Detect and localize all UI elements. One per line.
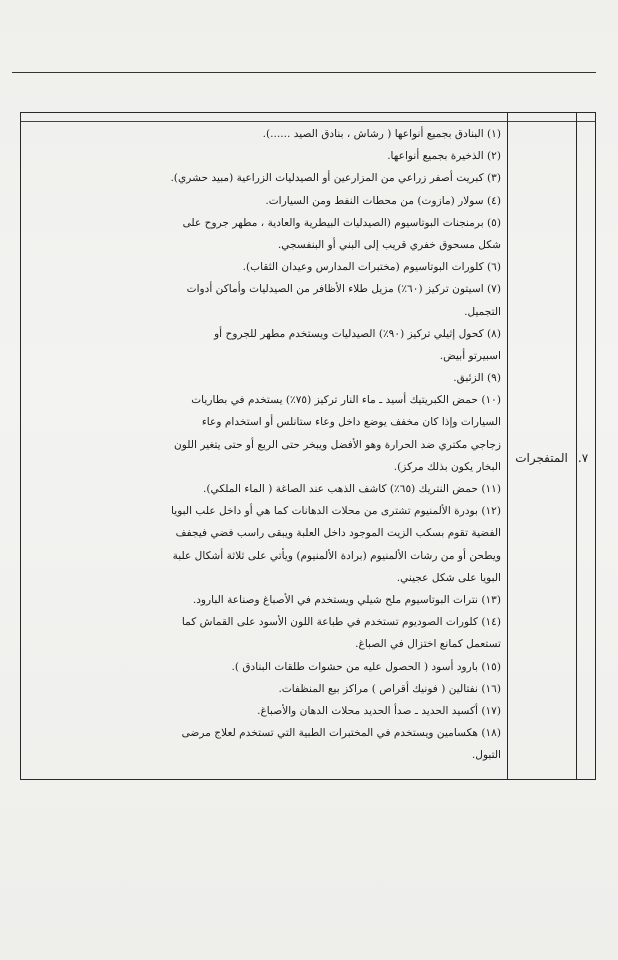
content-line: السيارات وإذا كان مخفف يوضع داخل وعاء ستانلس أو استخدام وعاء (201, 416, 501, 429)
row-label: المتفجرات (515, 451, 568, 465)
content-line: (١٢) بودرة الألمنيوم تشترى من محلات الدهانات كما هي أو داخل علب البويا (171, 505, 501, 518)
content-line: (١١) حمض النتريك (٦٥٪) كاشف الذهب عند الصاغة ( الماء الملكي). (203, 483, 501, 495)
column-divider (576, 113, 577, 779)
content-line: (١٠) حمض الكبريتيك أسيد ـ ماء النار تركيز (٧٥٪) يستخدم في بطاريات (191, 394, 501, 407)
content-line: الفضية تقوم بسكب الزيت الموجود داخل العلبة ويبقى راسب فضي فيجفف (175, 527, 501, 540)
content-line: (٢) الذخيرة بجميع أنواعها. (387, 150, 501, 163)
content-line: (٦) كلورات البوتاسيوم (مختبرات المدارس وعيدان الثقاب). (242, 261, 501, 274)
row-content (25, 123, 501, 775)
content-line: البخار يكون بذلك مركز). (393, 460, 501, 473)
explosives-table (20, 112, 596, 780)
header-rule (12, 72, 596, 73)
content-line: (١٤) كلورات الصوديوم تستخدم في طباعة اللون الأسود على القماش كما (181, 616, 501, 629)
content-line: تستعمل كمانع اختزال في الصباغ. (355, 638, 501, 651)
content-line: (٣) كبريت أصفر زراعي من المزارعين أو الصيدليات الزراعية (مبيد حشري). (170, 172, 501, 185)
content-line: (١٦) نفتالين ( فونيك أقراص ) مراكز بيع المنظفات. (278, 682, 501, 695)
content-line: (٥) برمنجنات البوتاسيوم (الصيدليات البيطرية والعادية ، مطهر جروح على (182, 216, 501, 229)
content-line: اسبيرتو أبيض. (439, 349, 501, 362)
content-line: (١٥) بارود أسود ( الحصول عليه من حشوات طلقات البنادق ). (231, 660, 501, 673)
row-number: ٧. (577, 451, 589, 465)
content-line: (٨) كحول إثيلي تركيز (٩٠٪) الصيدليات ويستخدم مطهر للجروح أو (214, 327, 501, 340)
column-divider (507, 113, 508, 779)
content-line: (١٨) هكسامين ويستخدم في المختبرات الطبية التي تستخدم لعلاج مرضى (181, 727, 501, 740)
content-line: ويطحن أو من رشات الألمنيوم (برادة الألمنيوم) ويأتي على ثلاثة أشكال علبة (172, 549, 501, 562)
table-top-divider (21, 121, 595, 122)
content-line: شكل مسحوق خفري قريب إلى البني أو البنفسجي. (277, 238, 501, 251)
content-line: (٤) سولار (مازوت) من محطات النفط ومن السيارات. (265, 194, 501, 207)
content-line: (١٧) أكسيد الحديد ـ صدأ الحديد محلات الدهان والأصباغ. (257, 704, 501, 717)
content-line: (٩) الزئبق. (453, 372, 501, 385)
content-line: البويا على شكل عجيني. (396, 571, 501, 584)
content-line: (٧) اسيتون تركيز (٦٠٪) مزيل طلاء الأظافر من الصيدليات وأماكن أدوات (186, 283, 501, 296)
content-line: زجاجي مكتري ضد الحرارة وهو الأفضل ويبخر حتى الربع أو حتى يتغير اللون (174, 438, 501, 451)
content-line: (١) البنادق بجميع أنواعها ( رشاش ، بنادق الصيد ......). (262, 128, 501, 140)
content-line: التجميل. (464, 305, 501, 318)
content-line: (١٣) نترات البوتاسيوم ملح شيلي ويستخدم في الأصباغ وصناعة البارود. (192, 593, 501, 606)
content-line: التبول. (471, 749, 501, 762)
